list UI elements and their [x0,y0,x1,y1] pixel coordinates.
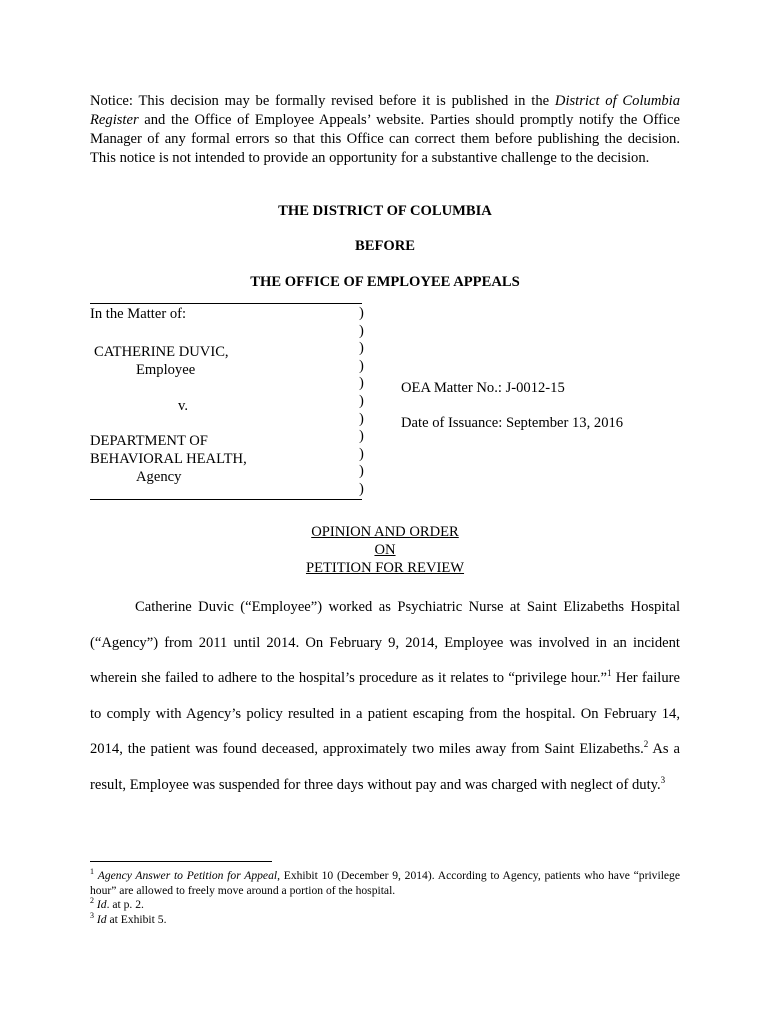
body-paragraph: Catherine Duvic (“Employee”) worked as Psychiatric Nurse at Saint Elizabeths Hospital (“Agency”) from 2011 until 2014. On February 9, 2014, Employee was involved in an incident wherein she failed to adhere to the hospital’s procedure as it relates to “privilege hour.”$^1$ Her failure to comply with Agency’s policy resulted in a patient escaping from the hospital. On February 14, 2014, the patient was found deceased, approximately two miles away from Saint Elizabeths.$^2$ As a result, Employee was suspended for three days without pay and was charged with neglect of duty.$^3$ [90,599,680,793]
caption-bottom-rule [90,499,362,500]
footnote-ref-1[interactable]: 1 [607,668,612,678]
footnote-ref-3[interactable]: 3 [660,774,666,785]
footnote-separator [90,861,272,862]
footnote-2: $^2$ Id. at p. 2. [90,896,144,912]
order-title-line3: PETITION FOR REVIEW [305,560,465,576]
order-title-line2: ON [374,542,396,558]
caption-versus: v. [178,398,188,414]
notice-text-rest: and the Office of Employee Appeals’ website. Parties should promptly notify the Office Manager of any formal errors so that this Office can correct them before publishing the decision. This notice is not intended to provide an opportunity for a substantive challenge to the decision. [90,112,680,166]
caption-employee-name: CATHERINE DUVIC, [94,344,229,360]
notice-text: Notice: This decision may be formally revised before it is published in the [90,93,555,109]
heading-office: THE OFFICE OF EMPLOYEE APPEALS [250,274,520,290]
footnote-ref-2[interactable]: 2 [643,739,649,749]
caption-top-rule [90,303,362,304]
publication-notice [90,92,680,168]
heading-district: THE DISTRICT OF COLUMBIA [278,203,492,219]
footnote-3: $^3$ Id at Exhibit 5. [90,910,167,926]
order-title-line1: OPINION AND ORDER [311,524,459,540]
heading-before: BEFORE [354,238,415,254]
oea-matter-number: OEA Matter No.: J-0012-15 [401,380,565,396]
caption-agency-role: Agency [136,469,182,485]
caption-in-matter: In the Matter of: [90,306,187,322]
caption-agency-line2: BEHAVIORAL HEALTH, [90,451,247,467]
caption-parenthesis-column: ) ) ) ) ) ) ) ) ) ) ) [359,305,364,497]
footnote-1: $^1$ Agency Answer to Petition for Appeal, Exhibit 10 (December 9, 2014). According to Agency, patients who have “privilege hour” are allowed to freely move around a portion of the hospital. [90,867,681,897]
date-of-issuance: Date of Issuance: September 13, 2016 [401,415,624,431]
notice-register-name: District of Columbia Register [90,93,681,128]
caption-employee-role: Employee [136,362,196,378]
footnotes [90,869,680,927]
caption-agency-line1: DEPARTMENT OF [90,433,208,449]
